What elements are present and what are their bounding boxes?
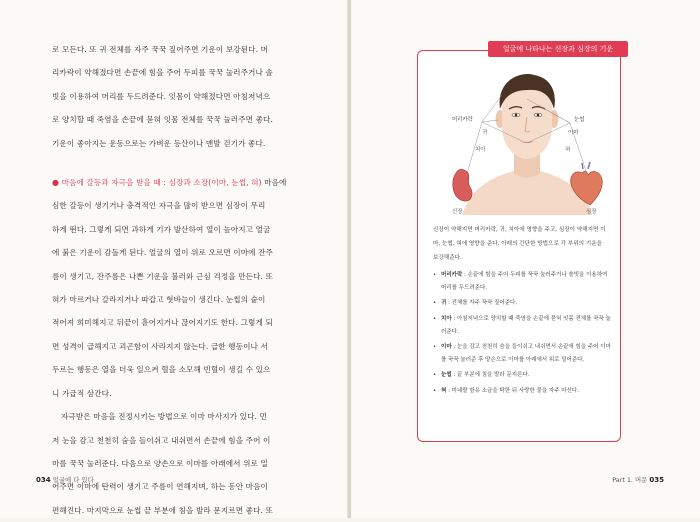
- right-page-number: 035: [649, 476, 664, 484]
- left-folio: [36, 475, 94, 484]
- kidney-icon: [453, 169, 472, 201]
- body-line: 마를 꾹꾹 눌러준다. 다음으로 양손으로 이마를 아래에서 위로 밀: [52, 458, 268, 468]
- left-page: [0, 0, 349, 518]
- body-line: 저 눈을 감고 천천히 숨을 들이쉬고 내쉬면서 손끝에 힘을 주어 이: [52, 435, 271, 445]
- section-bullet-icon: ●: [52, 178, 60, 188]
- tip-text: : 눈을 감고 천천히 숨을 들이쉬고 내쉬면서 손끝에 힘을 주어 이마를 꾹꾹 눌러준 후 양손으로 이마를 아래에서 위로 밀어준다.: [441, 344, 611, 364]
- label-kidney: 신장: [452, 209, 463, 215]
- tip-term: 눈썹: [441, 372, 452, 379]
- label-eyebrow: 눈썹: [574, 117, 585, 123]
- list-item: [433, 369, 611, 382]
- tip-term: 이마: [441, 344, 452, 351]
- info-box: [417, 45, 621, 442]
- tip-text: : 미네랄 함유 소금을 탁한 뒤 사랑한 물을 자주 마신다.: [446, 387, 579, 394]
- body-line: 면 성격이 급해지고 괴곤함이 사라지지 않는다. 급한 행동이나 서: [52, 341, 268, 351]
- body-line: 적어져 희미해지고 뒤끝이 흩어지거나 끊어지기도 한다. 그렇게 되: [52, 318, 273, 328]
- list-item: [433, 385, 611, 398]
- list-item: [433, 269, 611, 295]
- tips-list: [433, 269, 611, 400]
- paragraph-3: [52, 405, 292, 522]
- body-line: 기운이 좋아지는 운동으로는 가벼운 등산이나 맨발 걷기가 좋다.: [52, 138, 266, 148]
- face-organ-illustration: [442, 65, 612, 215]
- body-line: 리카락이 약해졌다면 손끝에 힘을 주어 두피를 꾹꾹 눌러주거나 솔: [52, 68, 273, 78]
- section-title-rest: 마음에: [264, 178, 287, 188]
- body-line: 름이 생기고, 잔주름은 나쁜 기운을 불러와 근심 걱정을 만든다. 또: [52, 271, 273, 281]
- right-pupil-shape: [537, 114, 540, 117]
- list-item: [433, 313, 611, 339]
- paragraph-2: [52, 194, 292, 405]
- section-heading-line: [52, 171, 292, 194]
- body-line: 로 양치할 때 죽염을 손끝에 묻혀 잇몸 전체를 꾹꾹 눌러주면 좋다.: [52, 115, 273, 125]
- section-title: 마음에 갈등과 자극을 받을 때 : 심장과 소장(이마, 눈썹, 혀): [61, 178, 262, 188]
- body-line: 두르는 행동은 열을 더욱 일으켜 혈을 소모해 빈혈이 생길 수 있으: [52, 365, 271, 375]
- body-line: 에 붉은 기운이 감돌게 된다. 얼굴의 열이 위로 오르면 이마에 잔주: [52, 248, 273, 258]
- tip-text: : 손끝에 힘을 주어 두피를 꾹꾹 눌러주거나 솔빗을 이용하여 머리를 두드려준다.: [441, 272, 608, 292]
- right-page: [351, 0, 700, 518]
- right-running-title: Part 1. 머문: [612, 476, 648, 484]
- body-line: 빗을 이용하여 머리를 두드려준다. 잇몸이 약해졌다면 아침저녁으: [52, 91, 271, 101]
- label-ear: 귀: [482, 130, 488, 136]
- tip-term: 치아: [441, 315, 452, 322]
- paragraph-1: [52, 38, 292, 155]
- right-folio: [612, 475, 664, 484]
- tip-term: 머리카락: [441, 272, 463, 278]
- tip-text: : 아침저녁으로 양치할 때 죽염을 손끝에 묻혀 잇몸 전체를 꾹꾹 눌러준다.: [441, 315, 611, 335]
- body-line: 혀가 마르거나 갈라지거나 따갑고 혓바늘이 생긴다. 눈썹의 숱이: [52, 295, 266, 305]
- left-pupil-shape: [515, 114, 518, 117]
- list-item: [433, 341, 611, 367]
- tip-term: 혀: [441, 387, 447, 394]
- tip-text: : 끝 부분에 침을 발라 문지른다.: [451, 372, 530, 379]
- label-heart: 심장: [586, 209, 597, 215]
- info-box-title: 얼굴에 나타나는 신장과 심장의 기운: [488, 41, 628, 57]
- body-line: 로 모든다. 또 귀 전체를 자주 꾹꾹 짚어주면 기운이 보강된다. 머: [52, 45, 269, 54]
- body-line: 니 가급적 삼간다.: [52, 388, 112, 398]
- body-line: 어주면 이마에 탄력이 생기고 주름이 연해지며, 하는 동안 마음이: [52, 482, 268, 492]
- list-item: [433, 297, 611, 310]
- left-body-text: [52, 38, 292, 522]
- body-line: 하게 뛴다. 그렇게 되면 과하게 기가 발산하여 열이 높아지고 얼굴: [52, 224, 271, 234]
- body-line: 편해진다. 마지막으로 눈썹 끝 부분에 침을 발라 문지르면 좋다. 또: [52, 505, 273, 515]
- label-tongue: 혀: [565, 147, 571, 153]
- label-hair: 머리카락: [452, 117, 473, 123]
- left-running-title: 얼굴에 다 있다: [52, 476, 94, 484]
- left-page-number: 034: [36, 476, 51, 484]
- body-line: 심한 갈등이 생기거나 충격적인 자극을 많이 받으면 심장이 무리: [52, 201, 266, 211]
- label-teeth: 치아: [475, 147, 486, 153]
- tip-term: 귀: [441, 300, 447, 307]
- tip-text: : 전체를 자주 꾹꾹 짚어준다.: [446, 300, 518, 307]
- info-box-description: 신장이 약해지면 머리카락, 귀, 치아에 영향을 주고, 심장이 약해지면 이마, 눈썹, 혀에 영향을 준다. 아래의 간단한 방법으로 각 부위의 기운을 보강해준다.: [433, 227, 606, 261]
- label-forehead: 이마: [568, 130, 579, 136]
- body-line: 자극받은 마음을 진정시키는 방법으로 이마 마사지가 있다. 먼: [61, 412, 267, 422]
